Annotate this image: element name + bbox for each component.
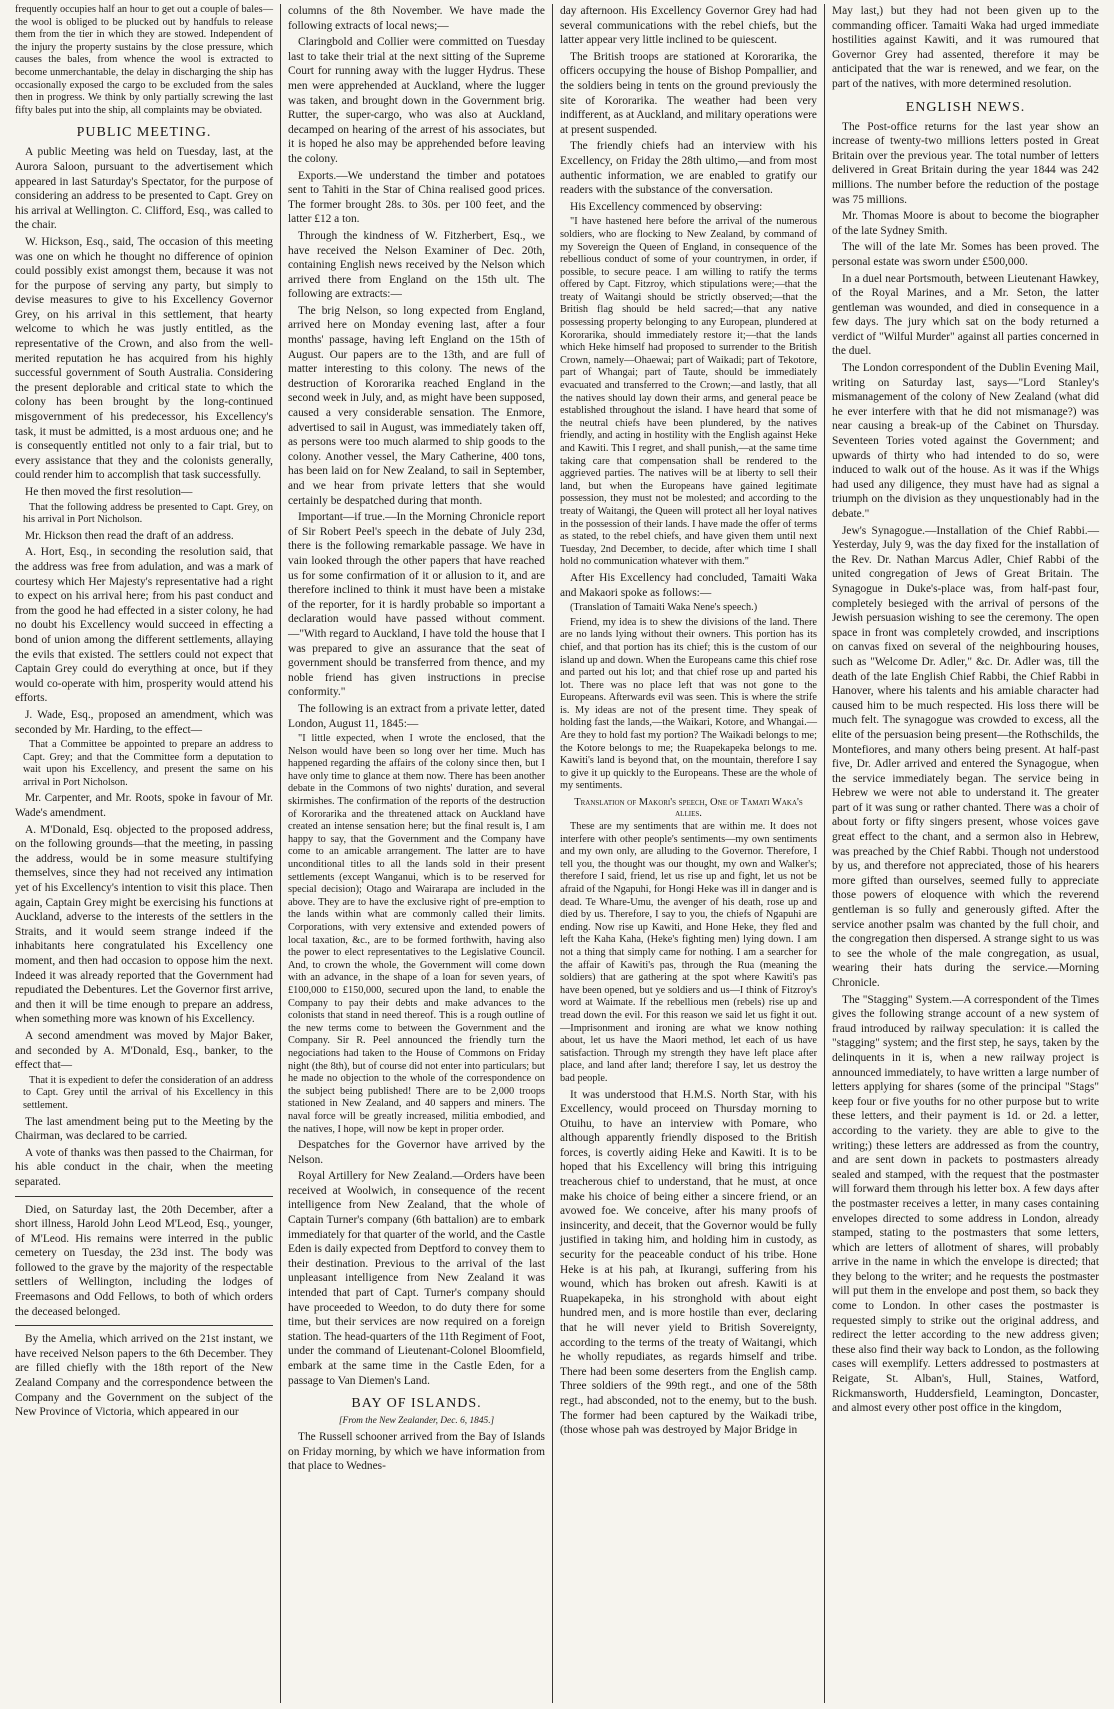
paragraph: The Post-office returns for the last year show an increase of twenty-two millions letters posted in Great Britain over the previous year. The total number of letters delivered in Great Britain during the year 1844 was 242 millions. The number before the reduction of the postage was 75 millions.: [832, 120, 1099, 206]
wool-paragraph: frequently occupies half an hour to get out a couple of bales—the wool is obliged to be plucked out by handfuls to release them from the tier in which they are stowed. Independent of the injury the property sustains by the close pressure, which causes the bales, from whence the wool is extracted to become unmerchantable, the delay in discharging the ship has occasionally exposed the cargo to be excluded from the sales then in progress. We think by only partially screwing the last fifty bales put into the ship, all complaints may be obviated.: [15, 4, 273, 116]
paragraph: day afternoon. His Excellency Governor Grey had had several communications with the rebel chiefs, but the latter appear very little inclined to be quiescent.: [560, 5, 817, 47]
paragraph: A second amendment was moved by Major Baker, and seconded by A. M'Donald, Esq., banker, to the effect that—: [15, 1029, 273, 1072]
paragraph: The "Stagging" System.—A correspondent of the Times gives the following strange account of a new system of fraud introduced by railway speculation: it is called the "stagging" system; and the first step, he says, taken by the delinquents in it is, when a new railway project is announced immediately, to have written a large number of letters applying for shares (some of the principal "Stags" keep four or five youths for no other purpose but to write these letters, and their payment is 1d. or 2d. a letter, according to the variety. they are able to give to the writing;) these letters are addressed as from the country, and are sent down in packets to postmasters already sealed and stamped, with the request that the postmaster will forward them through his letter box. A few days after the postmaster receives a letter, in many cases containing envelopes directed to some address in London, already stamped, stating to the postmasters that some letters, which are letters of allotment of shares, will probably arrive in the name in which the envelope is directed; that they belong to the writer; and he requests the postmaster will put them in the envelope and post them, so back they come to London. In other cases the postmaster is requested simply to strike out the original address, and redirect the letter according to the new address given; these also find their way back to London, as the following cases will exemplify. Letters addressed to postmasters at Reigate, St. Alban's, Hull, Staines, Watford, Rickmansworth, Huddersfield, Leamington, Doncaster, and almost every other post office in the kingdom,: [832, 993, 1099, 1415]
paragraph: Through the kindness of W. Fitzherbert, Esq., we have received the Nelson Examiner of Dec. 20th, containing English news received by the Nelson which arrived there from England on the 15th ult. The following are extracts:—: [288, 229, 545, 301]
governor-speech: "I have hastened here before the arrival of the numerous soldiers, who are flocking to New Zealand, by command of my Sovereign the Queen of England, in consequence of the rebellious conduct of some of your countrymen, in order, if possible, to secure peace. I am willing to ratify the terms offered by Capt. Fitzroy, which stipulations were;—that the treaty of Waitangi should be strictly observed;—that the British flag should be held sacred;—that any native possessing property belonging to any European, plundered at Kororarika, should immediately restore it;—that the lands which Heke himself had proposed to surrender to the British Crown, namely—Ohaewai; part of Waikadi; part of Tekotore, part of Whangai; part of Taute, should be immediately evacuated and transferred to the Crown;—and lastly, that all the natives should lay down their arms, and general peace be established throughout the island. I have heard that some of the neutral chiefs have been plundered, by the natives friendly, and acting in hostility with the English against Heke and Kawiti. This I regret, and shall punish,—at the same time taking care that compensation shall be rendered to the aggrieved parties. The natives will be at liberty to sell their land, but when the Europeans have gained legitimate possession, they must not be molested; and according to the treaty of Waitangi, the Queen will protect all her loyal natives in the possession of their lands. I have made the offer of terms as stated, to the rebel chiefs, and have given them until next Tuesday, 2nd December, to decide, after which time I shall hold no communication whatever with them.": [560, 216, 817, 568]
paragraph: The brig Nelson, so long expected from England, arrived here on Monday evening last, after a four months' passage, having left England on the 15th of August. Our papers are to the 13th, and are full of matter interesting to this colony. The news of the destruction of Kororarika reached England in the second week in July, and, as might have been supposed, caused a very considerable sensation. The Enmore, advertised to sail in August, was immediately taken off, as persons were too much alarmed to ship goods to the colony. Another vessel, the Mary Catherine, 400 tons, has been laid on for New Zealand, to sail in September, and we hear from private letters that she would certainly be despatched during that month.: [288, 304, 545, 507]
letter-extract: "I little expected, when I wrote the enclosed, that the Nelson would have been so long over her time. Much has happened regarding the affairs of the colony since then, but I have only time to glance at them now. There has been another debate in the Commons of two nights' duration, and several skirmishes. The confirmation of the reports of the destruction of Kororarika and the threatened attack on Auckland have created an intense sensation here; but the final result is, I am happy to say, that the Government and the Company have come to an amicable arrangement. The latter are to have unconditional titles to all the lands sold in their present settlements (except Wanganui, which is to be reserved for special decision); Otago and Wairarapa are included in the above. They are to have the exclusive right of pre-emption to the lands within what are commonly called their limits. Corporations, with very extensive and extended powers of local taxation, &c., are to be formed forthwith, having also the power to elect representatives to the Legislative Council. And, to crown the whole, the Government will come down with an advance, in the shape of a loan for seven years, of £100,000 to £150,000, secured upon the land, to enable the Company to pay their debts and make advances to the colonists that stand in need thereof. This is a rough outline of the new terms come to between the Government and the Company. Sir R. Peel announced the friendly turn the negociations had taken to the House of Commons on Friday night (the 8th), but of course did not enter into particulars; but he made no objection to the whole of the correspondence on the subject being published! There are to be 2,000 troops stationed in New Zealand, and 40 sappers and miners. The naval force will be greatly increased, militia embodied, and the natives, I hope, will now be kept in proper order.: [288, 733, 545, 1135]
paragraph: In a duel near Portsmouth, between Lieutenant Hawkey, of the Royal Marines, and a Mr. Seton, the latter gentleman was wounded, and died in consequence in a few days. The jury which sat on the body returned a verdict of "Wilful Murder" against all parties concerned in the duel.: [832, 272, 1099, 358]
paragraph: Exports.—We understand the timber and potatoes sent to Tahiti in the Star of China realised good prices. The former brought 28s. to 30s. per 100 feet, and the latter £12 a ton.: [288, 169, 545, 226]
paragraph: Mr. Thomas Moore is about to become the biographer of the late Sydney Smith.: [832, 210, 1099, 237]
paragraph: May last,) but they had not been given up to the commanding officer. Tamaiti Waka had urged immediate hostilities against Kawiti, and it was rumoured that Governor Grey had assented, therefore it may be anticipated that the war is renewed, and we fear, on the part of the natives, with more determined resolution.: [832, 5, 1099, 90]
paragraph: Claringbold and Collier were committed on Tuesday last to take their trial at the next sitting of the Supreme Court for running away with the lugger Hydrus. These men were apprehended at Auckland, where the lugger was taken, and brought down in the Government brig. Rutter, the super-cargo, who was also at Auckland, decamped on hearing of the arrest of his associates, but it is hoped he also may be apprehended before leaving the colony.: [288, 36, 545, 165]
paragraph: Jew's Synagogue.—Installation of the Chief Rabbi.—Yesterday, July 9, was the day fixed for the installation of the Rev. Dr. Nathan Marcus Adler, Chief Rabbi of the united congregation of Jews of Great Britain. The Synagogue in Duke's-place was, from half-past four, completely besieged with the arrival of persons of the Jewish persuasion wishing to see the ceremony. The open space in front was completely crowded, and inscriptions on canvas fixed on several of the neighbouring houses, such as "Welcome Dr. Adler," &c. Dr. Adler was, till the death of the late English Chief Rabbi, the Chief Rabbi in Hanover, where his talents and his amiable character had caused him to be much respected. His loss there will be much felt. The synagogue was crowded to excess, all the elite of the persuasion being present—the Rothschilds, the Montefiores, and many others being present. At half-past five, Dr. Adler arrived and entered the Synagogue, when the service immediately began. The service being in Hebrew we were not able to understand it. The greater part of it was sung or rather chanted. There was a choir of about forty or fifty singers present, whose voices gave great effect to the chant, and a sermon also in Hebrew, was preached by the Chief Rabbi. Though not understood by us, and therefore not appreciated, those of his hearers more gifted than ourselves, seemed fully to appreciate those powers of eloquence with which the reverend gentleman is so fully and generously gifted. After the service another psalm was chanted by the full choir, and the congregation then dispersed. A strange sight to us was to see the whole of the male congregation, as usual, wearing their hats during the service.—Morning Chronicle.: [832, 524, 1099, 989]
paragraph: His Excellency commenced by observing:: [570, 200, 763, 213]
paragraph: The friendly chiefs had an interview with his Excellency, on Friday the 28th ultimo,—and from most authentic information, we are enabled to gratify our readers with the substance of the conversation.: [560, 140, 817, 197]
waka-nene-speech: Friend, my idea is to shew the divisions of the land. There are no lands lying without their owners. This portion has its chief, and that portion has its chief; this is the custom of our island up and down. When the Europeans came this chief rose and parted out his lot; and that chief rose up and parted his lot. There was no place left that was not gone to the Europeans. Afterwards evil was seen. This is where the strife is. My ideas are not of the present time. They speak of holding fast the lands,—the Waikari, Kotore, and Whangai.—Are they to hold fast my portion? The Waikadi belongs to me; the Kotore belongs to me; the Ruapekapeka belongs to me. Kawiti's land is beyond that, on the mountain, therefore I say to give it up quickly to the Europeans. These are the whole of my sentiments.: [560, 616, 817, 792]
paragraph: The London correspondent of the Dublin Evening Mail, writing on Saturday last, says—"Lord Stanley's mismanagement of the colony of New Zealand (what did he ever interfere with that he did not mismanage?) was near causing a break-up of the Cabinet on Thursday. Seventeen Tories voted against the Government; and upwards of thirty who had intended to do so, were induced to walk out of the house. As it was if the Whigs had used any diligence, they must have had as signal a triumph on the division as they unquestionably had in the debate.": [832, 362, 1099, 520]
column-1: [8, 4, 280, 1703]
column-2: [280, 4, 552, 1703]
divider: [15, 1325, 273, 1326]
paragraph: After His Excellency had concluded, Tamaiti Waka and Makaori spoke as follows:—: [560, 571, 817, 599]
paragraph: A. Hort, Esq., in seconding the resolution said, that the address was free from adulation, and was a mark of courtesy which Her Majesty's representative had a right to expect on his arrival here; from his past conduct and from the good he had effected in a sister colony, he had no doubt his Excellency would succeed in effecting a bond of union among the different settlements, allaying the evils that existed. The settlers could not expect that Captain Grey could do everything at once, but if they would co-operate with him, prosperity would attend his efforts.: [15, 546, 273, 705]
paragraph: The last amendment being put to the Meeting by the Chairman, was declared to be carried.: [15, 1115, 273, 1143]
paragraph: The Russell schooner arrived from the Bay of Islands on Friday morning, by which we have information from that place to Wednes-: [288, 1431, 545, 1473]
paragraph: A vote of thanks was then passed to the Chairman, for his able conduct in the chair, when the meeting separated.: [15, 1146, 273, 1188]
paragraph: Mr. Carpenter, and Mr. Roots, spoke in favour of Mr. Wade's amendment.: [15, 792, 273, 820]
paragraph: It was understood that H.M.S. North Star, with his Excellency, would proceed on Thursday morning to Otuihu, to have an interview with Pomare, who although apparently friendly disposed to the British forces, is covertly aiding Heke and Kawiti. It is to be hoped that his Excellency will bring this intriguing treacherous chief to understand, that he must, at once make his choice of being either a sincere friend, or an avowed foe. We conceive, after his many proofs of insincerity, and deceit, that the Governor would be fully justified in taking him, and holding him in custody, as security for the peaceable conduct of his tribe. Hone Heke is at his pah, at Ikurangi, suffering from his wound, which has broken out afresh. Kawiti is at Ruapekapeka, in his stronghold with about eight hundred men, and is more hostile than ever, declaring that he will never yield to British Sovereignty, according to the terms of the treaty of Waitangi, which he wholly repudiates, as regards himself and tribe. There had been some deserters from the English camp. Three soldiers of the 99th regt., and one of the 58th regt., had absconded, not to the enemy, but to the bush. The former had been captured by the Waikadi tribe, (those whose pah was destroyed by Major Bridge in: [560, 1088, 817, 1437]
paragraph: A public Meeting was held on Tuesday, last, at the Aurora Saloon, pursuant to the advertisement which appeared in last Saturday's Spectator, for the purpose of considering an address to be presented to Capt. Grey on his arrival at Wellington. C. Clifford, Esq., was called to the chair.: [15, 146, 273, 232]
resolution-text: That it is expedient to defer the consideration of an address to Capt. Grey until the arrival of his Excellency in this settlement.: [23, 1074, 273, 1111]
paragraph: Despatches for the Governor have arrived by the Nelson.: [288, 1139, 545, 1166]
paragraph: Important—if true.—In the Morning Chronicle report of Sir Robert Peel's speech in the debate of July 23d, there is the following remarkable passage. We have in vain looked through the other papers that have reached us for some confirmation of it or allusion to it, and are therefore inclined to think it must have been a mistake of the reporter, for it is hardly probable so important a declaration would have passed without comment.—"With regard to Auckland, I have told the house that I was prepared to give an assurance that the seat of government should be transferred from thence, and my noble friend has given instructions in precise conformity.": [288, 511, 545, 699]
paragraph: columns of the 8th November. We have made the following extracts of local news;—: [288, 5, 545, 32]
resolution-text: That a Committee be appointed to prepare an address to Capt. Grey; and that the Committee form a deputation to wait upon his Excellency, and present the same on his arrival in Port Nicholson.: [23, 739, 273, 788]
heading-makori-speech: Translation of Makori's speech, One of Tamati Waka's allies.: [574, 797, 803, 820]
heading-bay-of-islands: BAY OF ISLANDS.: [351, 1396, 482, 1412]
paragraph: The British troops are stationed at Kororarika, the officers occupying the house of Bishop Pompallier, and the soldiers being in tents on the ground previously the site of Kororarika. The weather had been very indifferent, as at Auckland, and military operations were at present suspended.: [560, 50, 817, 136]
paragraph: Mr. Hickson then read the draft of an address.: [25, 529, 234, 542]
heading-public-meeting: PUBLIC MEETING.: [76, 125, 212, 141]
translation-title: (Translation of Tamaiti Waka Nene's speech.): [570, 602, 758, 614]
column-4: [824, 4, 1106, 1703]
makori-speech: These are my sentiments that are within me. It does not interfere with other people's sentiments—my own sentiments and my own only, are alluding to the Governor. Therefore, I tell you, the thought was our thought, my own and Walker's; therefore I said, friend, let us rise up and fight, let us not be afraid of the Ngapuhi, for Hongi Heke was ill in danger and is dead. Te Whare-Umu, the avenger of his death, rose up and died by us. Therefore, I say to you, the chiefs of Ngapuhi are ending. Now rise up Kawiti, and Hone Heke, they fled and left the Kaha Kaha, (Heke's fighting men) lying down. I am not a thing that simply came for nothing. I am a searcher for the affair of Kawiti's pas, through the Rua (meaning the soldiers) that are gathering at the spot where Kawiti's pas have been opened, but ye soldiers and us—I think of Fitzroy's word at Waimate. If the rebellious men (rebels) rise up and tread down the evil. For this reason we said let us fight it out.—Imprisonment and ironing are what we know nothing about, let us have the Maori method, let each of us have satisfaction. Through my strength they have left place after place, and land after land; therefore I say, let us destroy the bad people.: [560, 821, 817, 1084]
paragraph: Royal Artillery for New Zealand.—Orders have been received at Woolwich, in consequence of the recent intelligence from New Zealand, that the whole of Captain Turner's company (6th battalion) are to embark immediately for that quarter of the world, and the Castle Eden is daily expected from Deptford to convey them to their destination. Previous to the arrival of the last unpleasant intelligence from New Zealand it was intended that part of Capt. Turner's company should have proceeded to Weedon, to do duty there for some time, but their services are now required on a foreign station. The head-quarters of the 11th Regiment of Foot, under the command of Lieutenant-Colonel Bloomfield, embark at the same time in the Castle Eden, for a passage to Van Diemen's Land.: [288, 1170, 545, 1387]
paragraph: W. Hickson, Esq., said, The occasion of this meeting was one on which he thought no difference of opinion could possibly exist amongst them, because it was not for the purpose of serving any party, but simply to devise measures to give to his Excellency Governor Grey, on his arrival in this settlement, that hearty welcome to which he was justly entitled, as the representative of the Crown, and also from the well-merited reputation he has acquired from his highly successful government of South Australia. Considering the present deplorable and critical state to which the colony has been brought by the long-continued misgovernment of his predecessor, his Excellency's task, it must be admitted, is a most arduous one; and he is consequently entitled not only to a fair trial, but to every assistance that they and the colonists generally, could render him to accomplish that task successfully.: [15, 235, 273, 482]
column-3: [552, 4, 824, 1703]
death-notice: Died, on Saturday last, the 20th December, after a short illness, Harold John Leod M'Leod, Esq., younger, of M'Leod. His remains were interred in the public cemetery on Tuesday, the 23d inst. The body was followed to the grave by the majority of the respectable settlers of Wellington, including the lodges of Freemasons and Odd Fellows, to both of which orders the deceased belonged.: [15, 1203, 273, 1318]
paragraph: The following is an extract from a private letter, dated London, August 11, 1845:—: [288, 702, 545, 730]
resolution-text: That the following address be presented to Capt. Grey, on his arrival in Port Nicholson.: [23, 501, 273, 526]
divider: [15, 1196, 273, 1197]
heading-english-news: ENGLISH NEWS.: [905, 99, 1026, 115]
paragraph: The will of the late Mr. Somes has been proved. The personal estate was sworn under £500,000.: [832, 241, 1099, 268]
source-line: [From the New Zealander, Dec. 6, 1845.]: [338, 1416, 495, 1427]
paragraph: A. M'Donald, Esq. objected to the proposed address, on the following grounds—that the meeting, in passing the address, would be in some measure stultifying themselves, since they had not received any intimation yet of his Excellency's intention to visit this place. Then again, Captain Grey might be exercising his functions at Auckland, adverse to the interests of the settlers in the Straits, and it would seem strange indeed if the inhabitants here congratulated his Excellency one moment, and then had occasion to oppose him the next. Indeed it was already reported that the Government had repudiated the Debentures. Let the Governor first arrive, and then it will be time enough to prepare an address, when something more was known of his Excellency.: [15, 823, 273, 1026]
paragraph: By the Amelia, which arrived on the 21st instant, we have received Nelson papers to the 6th December. They are filled chiefly with the 18th report of the New Zealand Company and the correspondence between the Company and the Government on the subject of the New Province of Victoria, which appeared in our: [15, 1333, 273, 1419]
paragraph: J. Wade, Esq., proposed an amendment, which was seconded by Mr. Harding, to the effect—: [15, 708, 273, 736]
paragraph: He then moved the first resolution—: [25, 486, 193, 498]
